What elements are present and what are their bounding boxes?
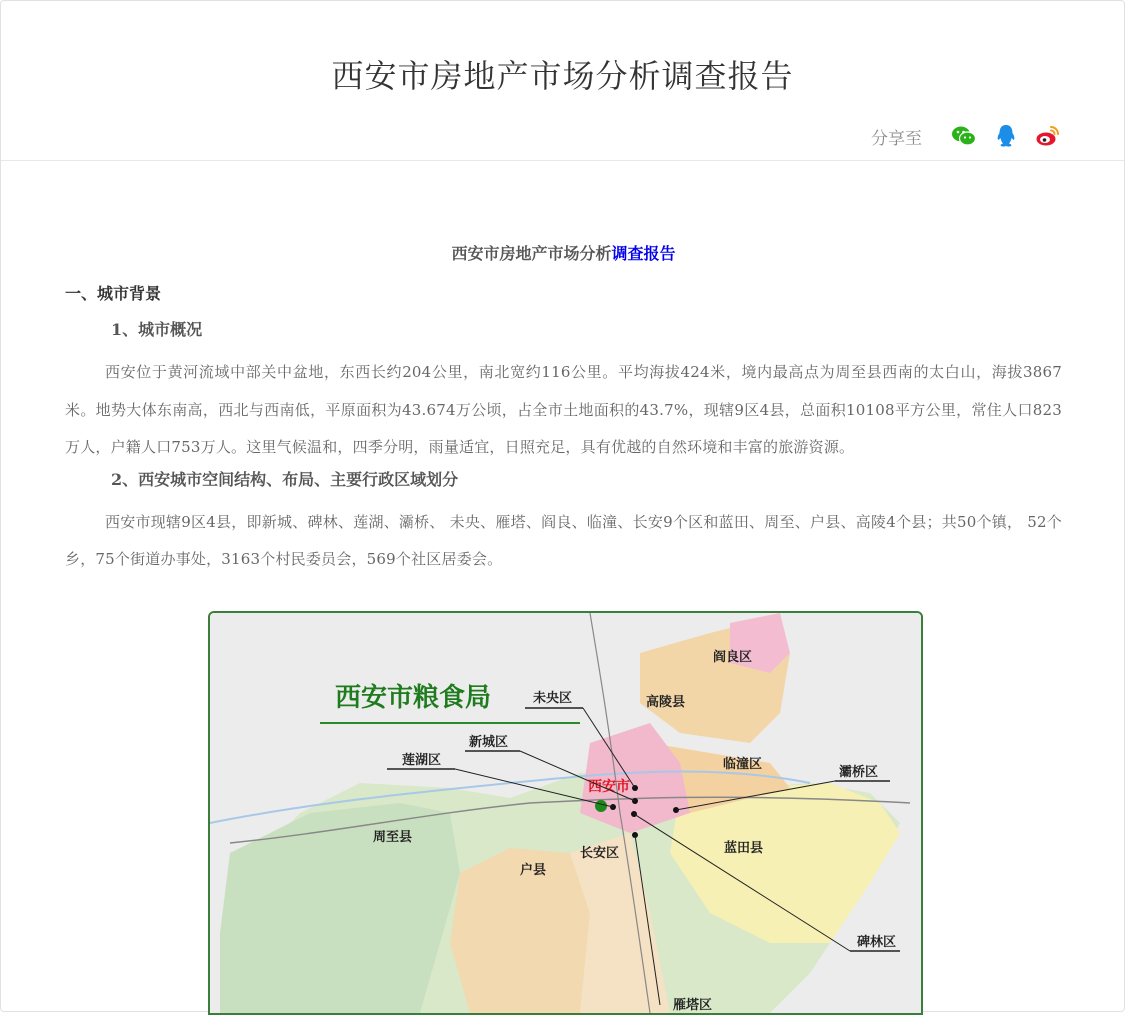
label-changan: 长安区 (580, 846, 620, 861)
label-huxian: 户县 (520, 863, 547, 878)
label-beilin: 碑林区 (857, 935, 897, 950)
label-weiyang: 未央区 (533, 691, 573, 706)
label-lantian: 蓝田县 (724, 841, 764, 856)
xian-district-map (208, 611, 923, 1015)
section-heading-city-background: 一、城市背景 (65, 284, 162, 303)
share-label: 分享至 (871, 128, 922, 149)
city-marker (595, 800, 607, 812)
page-title: 西安市房地产市场分析调查报告 (331, 57, 794, 95)
qq-icon[interactable] (992, 122, 1020, 150)
wechat-icon[interactable] (950, 122, 978, 150)
share-bar (871, 122, 1062, 150)
subheading-spatial-structure: 2、西安城市空间结构、布局、主要行政区域划分 (111, 469, 459, 489)
map-graphic (210, 613, 921, 1013)
label-lintong: 临潼区 (723, 757, 763, 772)
label-gaoling: 高陵县 (646, 695, 686, 710)
label-baqiao: 灞桥区 (839, 765, 879, 780)
document-title-text: 西安市房地产市场分析 (451, 244, 612, 263)
label-yanliang: 阎良区 (713, 650, 753, 665)
document-title-link[interactable]: 调查报告 (611, 244, 676, 263)
label-lianhu: 莲湖区 (402, 753, 442, 768)
article-body (65, 241, 1062, 579)
label-zhouzhi: 周至县 (373, 830, 413, 845)
weibo-icon[interactable] (1034, 122, 1062, 150)
map-city-label: 西安市 (588, 779, 630, 795)
paragraph-districts: 西安市现辖9区4县，即新城、碑林、莲湖、灞桥、 未央、雁塔、阎良、临潼、长安9个区和蓝田、周至、户县、高陵4个县；共50个镇， 52个乡，75个街道办事处，3163个村民委员会，569个社区居委会。 (65, 512, 1062, 568)
document-title (65, 241, 1062, 267)
page-header (1, 1, 1124, 161)
paragraph-city-overview: 西安位于黄河流域中部关中盆地，东西长约204公里，南北宽约116公里。平均海拔424米，境内最高点为周至县西南的太白山，海拔3867米。地势大体东南高，西北与西南低，平原面积为43.674万公顷，占全市土地面积的43.7%，现辖9区4县，总面积10108平方公里，常住人口823万人，户籍人口753万人。这里气候温和，四季分明，雨量适宜，日照充足，具有优越的自然环境和丰富的旅游资源。 (65, 363, 1062, 456)
label-xincheng: 新城区 (469, 735, 509, 750)
subheading-city-overview: 1、城市概况 (111, 320, 203, 339)
map-watermark: 西安市粮食局 (335, 683, 492, 713)
label-yanta: 雁塔区 (673, 998, 713, 1013)
